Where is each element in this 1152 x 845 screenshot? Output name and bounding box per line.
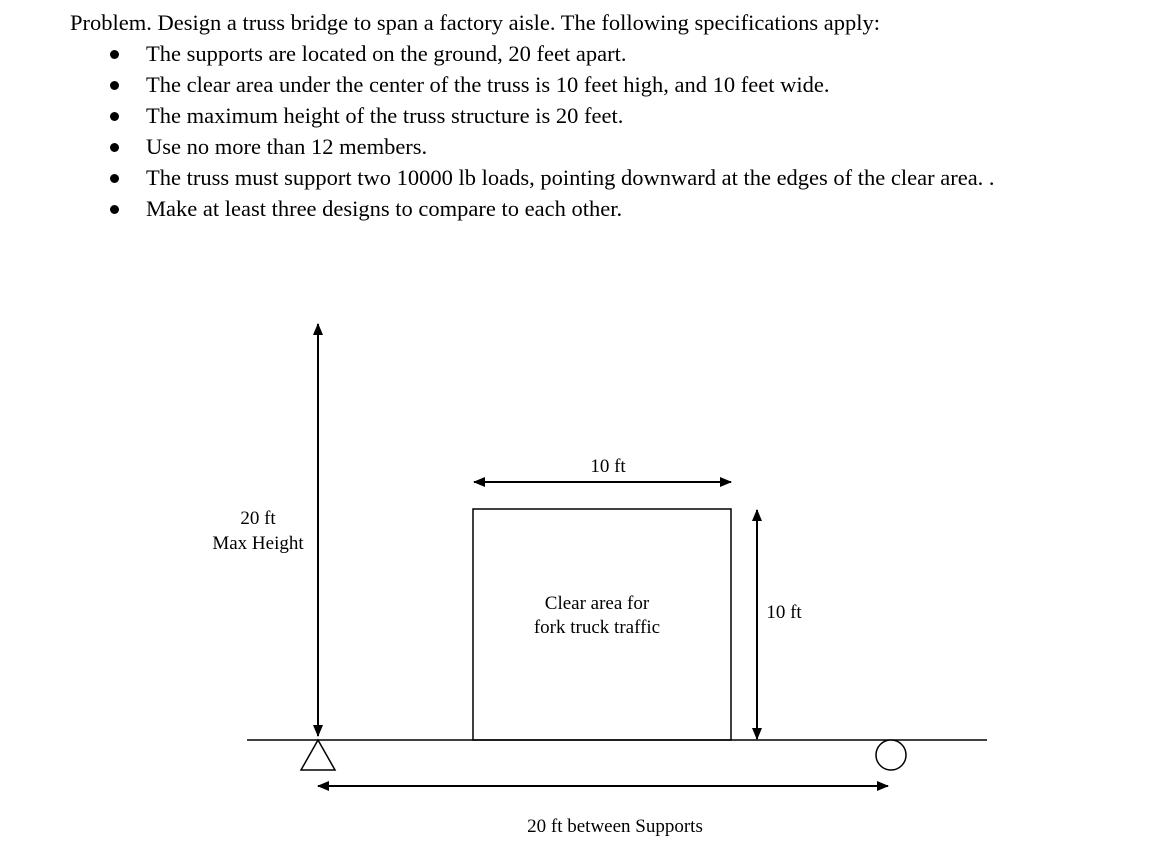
roller-support-icon (876, 740, 906, 770)
clear-height-label: 10 ft (766, 602, 802, 623)
spec-text-max-height: The maximum height of the truss structure is 20 feet. (146, 103, 624, 128)
max-height-label: Max Height (212, 533, 304, 554)
spec-text-members: Use no more than 12 members. (146, 134, 428, 159)
clear-area-label-line2: fork truck traffic (533, 617, 661, 638)
pin-support-icon (301, 740, 335, 770)
spec-text-clear-area: The clear area under the center of the truss is 10 feet high, and 10 feet wide. (146, 72, 830, 97)
spec-text-supports: The supports are located on the ground, 20 feet apart. (146, 41, 627, 66)
problem-statement: Problem. Design a truss bridge to span a factory aisle. The following specifications apply: (70, 10, 881, 35)
span-label: 20 ft between Supports (527, 816, 703, 837)
clear-width-label: 10 ft (590, 456, 626, 477)
clear-area-label-line1: Clear area for (544, 593, 650, 614)
spec-text-designs: Make at least three designs to compare to each other. (146, 196, 623, 221)
max-height-value: 20 ft (240, 508, 276, 529)
spec-text-loads: The truss must support two 10000 lb loads, pointing downward at the edges of the clear area. . (146, 165, 995, 190)
